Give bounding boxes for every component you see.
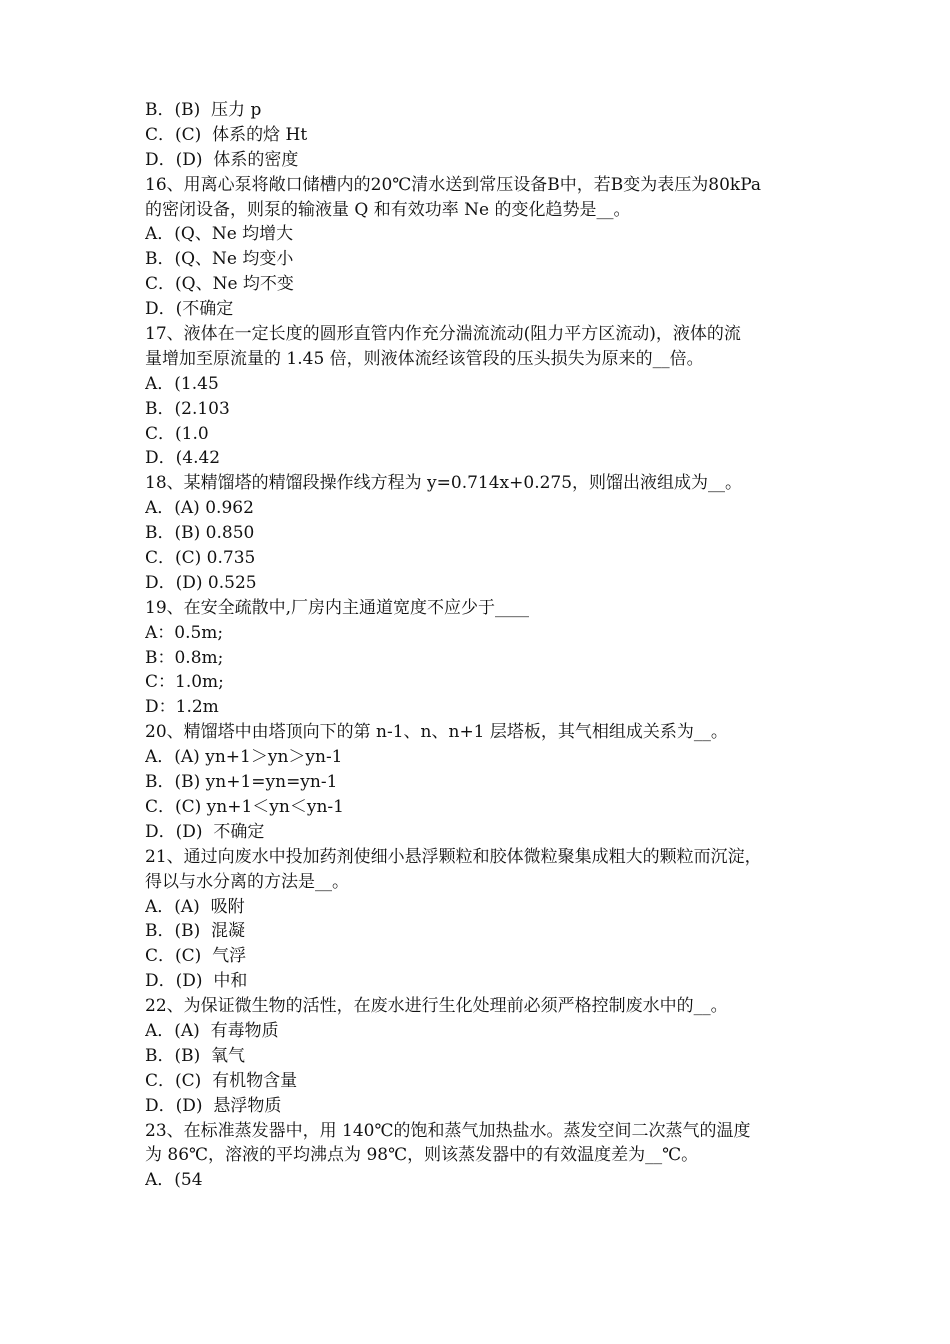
text-line: D．(4.42 [145,448,221,469]
text-line: D．(D) 悬浮物质 [145,1095,282,1116]
text-line: 22、为保证微生物的活性，在废水进行生化处理前必须严格控制废水中的__。 [145,996,728,1017]
text-line: 19、在安全疏散中,厂房内主通道宽度不应少于____ [145,597,530,618]
text-line: D：1.2m [145,697,219,718]
text-line: B．(B) yn+1=yn=yn-1 [145,772,338,793]
text-line: A．(Q、Ne 均增大 [145,224,294,245]
text-line: 16、用离心泵将敞口储槽内的20℃清水送到常压设备B中，若B变为表压为80kPa [145,174,762,195]
text-line: 18、某精馏塔的精馏段操作线方程为 y=0.714x+0.275，则馏出液组成为__。 [145,473,743,494]
text-line: D．(不确定 [145,299,234,320]
text-line: B．(B) 氧气 [145,1045,246,1066]
text-line: 为 86℃，溶液的平均沸点为 98℃，则该蒸发器中的有效温度差为__℃。 [145,1145,699,1166]
text-line: A．(1.45 [145,373,219,394]
text-line: 23、在标准蒸发器中，用 140℃的饱和蒸气加热盐水。蒸发空间二次蒸气的温度 [145,1120,751,1141]
text-line: 20、精馏塔中由塔顶向下的第 n-1、n、n+1 层塔板，其气相组成关系为__。 [145,722,728,743]
text-line: C．(C) 气浮 [145,946,247,967]
text-line: 21、通过向废水中投加药剂使细小悬浮颗粒和胶体微粒聚集成粗大的颗粒而沉淀， [145,846,762,867]
text-line: 17、液体在一定长度的圆形直管内作充分湍流流动(阻力平方区流动)，液体的流 [145,324,741,345]
text-line: C：1.0m; [145,672,224,693]
text-line: C．(C) yn+1＜yn＜yn-1 [145,796,344,817]
text-line: C．(C) 有机物含量 [145,1070,298,1091]
text-line: D．(D) 体系的密度 [145,149,299,170]
text-line: 的密闭设备，则泵的输液量 Q 和有效功率 Ne 的变化趋势是__。 [145,199,631,220]
text-line: D．(D) 0.525 [145,572,257,593]
text-line: 量增加至原流量的 1.45 倍，则液体流经该管段的压头损失为原来的__倍。 [145,348,704,369]
text-line: A．(A) 吸附 [145,896,245,917]
text-line: B．(B) 压力 p [145,100,262,120]
text-line: C．(1.0 [145,423,209,444]
text-line: B．(B) 混凝 [145,921,246,942]
text-line: C．(C) 0.735 [145,548,256,569]
text-line: B．(2.103 [145,398,230,419]
text-line: A．(A) yn+1＞yn＞yn-1 [145,747,343,768]
text-line: 得以与水分离的方法是__。 [145,871,349,892]
text-line: A．(A) 有毒物质 [145,1020,279,1041]
document-page [145,98,825,1193]
text-line: D．(D) 不确定 [145,821,265,842]
text-line: B．(Q、Ne 均变小 [145,249,294,270]
text-line: D．(D) 中和 [145,971,248,992]
text-line: B：0.8m; [145,647,224,668]
text-line: A．(54 [145,1170,203,1191]
text-line: A．(A) 0.962 [145,498,254,519]
text-line: C．(Q、Ne 均不变 [145,274,294,295]
text-line: C．(C) 体系的焓 Ht [145,124,308,145]
text-line: A：0.5m; [145,622,224,643]
text-line: B．(B) 0.850 [145,523,255,544]
